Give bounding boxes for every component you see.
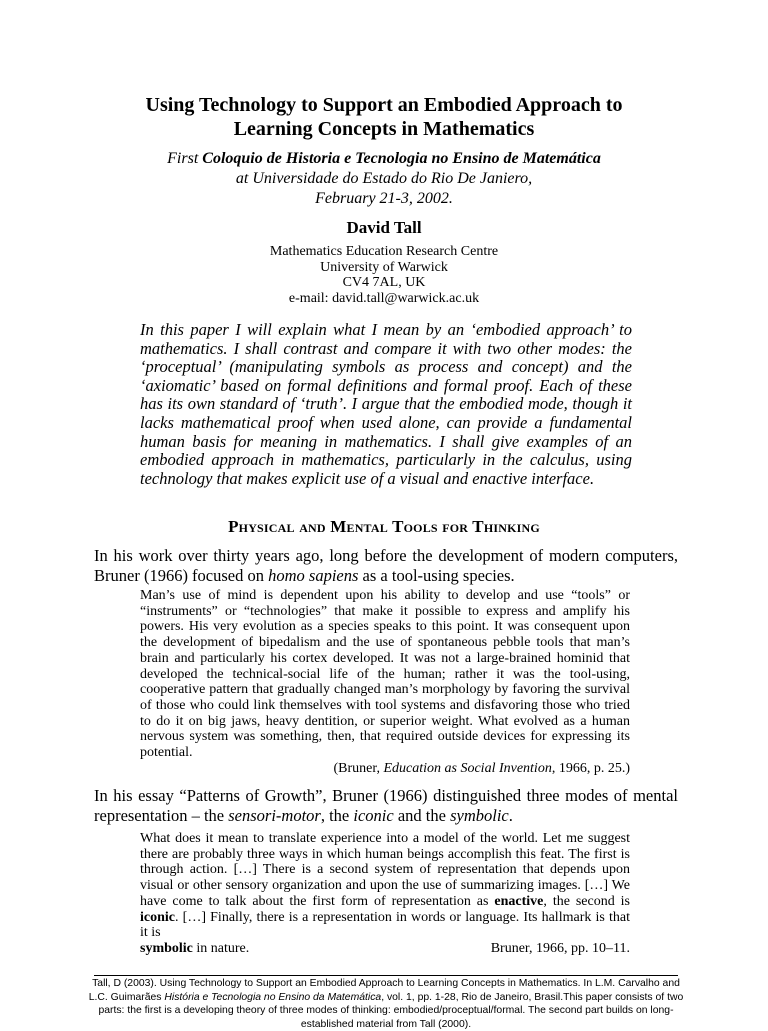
author-name: David Tall xyxy=(346,218,422,237)
quote2-last-text xyxy=(140,941,249,957)
quote2-last-line xyxy=(140,941,630,957)
conference-name: Coloquio de Historia e Tecnologia no Ensino de Matemática xyxy=(202,150,601,167)
quote1-cite-rest: , 1966, p. 25.) xyxy=(551,760,630,776)
para1-text-after: as a tool-using species. xyxy=(358,565,515,585)
quote2-text-4: in nature. xyxy=(192,940,250,956)
author-affiliation-block xyxy=(60,244,708,306)
quote2-text-2: , the second is xyxy=(543,893,630,909)
body-paragraph-2 xyxy=(94,786,678,825)
quote1-cite-open: (Bruner, xyxy=(333,760,384,776)
footnote-book-title: História e Tecnologia no Ensino da Matemática xyxy=(164,991,382,1003)
conference-line xyxy=(60,149,708,169)
para2-mode-iconic: iconic xyxy=(353,805,394,825)
quote2-term-symbolic: symbolic xyxy=(140,940,193,956)
para2-text-before: In his essay “Patterns of Growth”, Bruner (1966) distinguished three modes of mental representation – the xyxy=(94,786,678,825)
para1-text-before: In his work over thirty years ago, long before the development of modern computers, Bruner (1966) focused on xyxy=(94,546,678,585)
paper-title-line2: Learning Concepts in Mathematics xyxy=(233,118,535,140)
footnote-text-1: Tall, D (2003). Using Technology to Support an Embodied Approach to Learning Concepts in Mathematics. In L.M. Carvalho and L.C. Guimarães xyxy=(88,978,680,1003)
body-paragraph-1 xyxy=(94,546,678,585)
footer-divider xyxy=(94,975,678,976)
para2-text-mid2: and the xyxy=(393,805,451,825)
author-affiliation: Mathematics Education Research Centre xyxy=(269,244,499,259)
quote2-term-enactive: enactive xyxy=(494,893,544,909)
para2-mode-symbolic: symbolic xyxy=(450,805,509,825)
conference-date: February 21-3, 2002. xyxy=(315,190,453,207)
block-quote-2 xyxy=(140,831,630,957)
para2-text-end: . xyxy=(508,805,513,825)
paper-title xyxy=(60,93,708,141)
quote1-cite-title: Education as Social Invention xyxy=(383,760,552,776)
abstract: In this paper I will explain what I mean by an ‘embodied approach’ to mathematics. I shall contrast and compare it with two other modes: the ‘proceptual’ (manipulating symbols as process and concept) and the ‘axiomatic’ based on formal definitions and formal proof. Each of these has its own standard of ‘truth’. I argue that the embodied mode, though it lacks mathematical proof when used alone, can provide a fundamental human basis for meaning in mathematics. I shall give examples of an embodied approach in mathematics, particularly in the calculus, using technology that makes explicit use of a visual and enactive interface. xyxy=(140,320,632,488)
quote2-text-1: What does it mean to translate experience into a model of the world. Let me suggest there are probably three ways in which human beings accomplish this feat. The first is through action. […] There is a second system of representation that depends upon visual or other sensory organization and upon the use of summarizing images. […] We have come to talk about the first form of representation as xyxy=(140,831,630,909)
author-postcode: CV4 7AL, UK xyxy=(342,275,426,290)
author-university: University of Warwick xyxy=(320,259,448,275)
para1-emphasis: homo sapiens xyxy=(268,565,359,585)
quote2-text-3: . […] Finally, there is a representation in words or language. Its hallmark is that it is xyxy=(140,909,630,941)
block-quote-1 xyxy=(140,588,630,776)
quote1-citation xyxy=(140,761,630,777)
quote1-text: Man’s use of mind is dependent upon his ability to develop and use “tools” or “instruments” or “technologies” that make it possible to express and amplify his powers. His very evolution as a species speaks to this point. It was consequent upon the development of bipedalism and the use of spontaneous pebble tools that man’s brain and particularly his cortex developed. It was not a large-brained hominid that developed the technical-social life of the human; rather it was the tool-using, cooperative pattern that gradually changed man’s morphology by favoring the survival of those who could link themselves with tool systems and disfavoring those who tried to do it on big jaws, heavy dentition, or superior weight. What evolved as a human nervous system was something, then, that required outside devices for expressing its potential. xyxy=(140,588,630,761)
conference-info xyxy=(60,149,708,209)
quote2-citation: Bruner, 1966, pp. 10–11. xyxy=(490,940,630,956)
author-email: e-mail: david.tall@warwick.ac.uk xyxy=(288,290,480,306)
footnote xyxy=(86,977,686,1031)
conference-venue: at Universidade do Estado do Rio De Janiero, xyxy=(235,170,533,187)
footnote-text-2: , vol. 1, pp. 1-28, Rio de Janeiro, Brasil.This paper consists of two parts: the first is a developing theory of three modes of thinking: embodied/proceptual/formal. The second part builds on long-established material from Tall (2000). xyxy=(98,991,684,1030)
section-heading: Physical and Mental Tools for Thinking xyxy=(228,517,540,536)
paper-title-line1: Using Technology to Support an Embodied Approach to xyxy=(145,94,623,116)
quote2-body xyxy=(140,831,630,941)
para2-mode-sensorimotor: sensori-motor xyxy=(228,805,321,825)
para2-text-mid1: , the xyxy=(320,805,354,825)
conference-first-prefix: First xyxy=(167,150,203,167)
quote2-term-iconic: iconic xyxy=(140,909,175,925)
